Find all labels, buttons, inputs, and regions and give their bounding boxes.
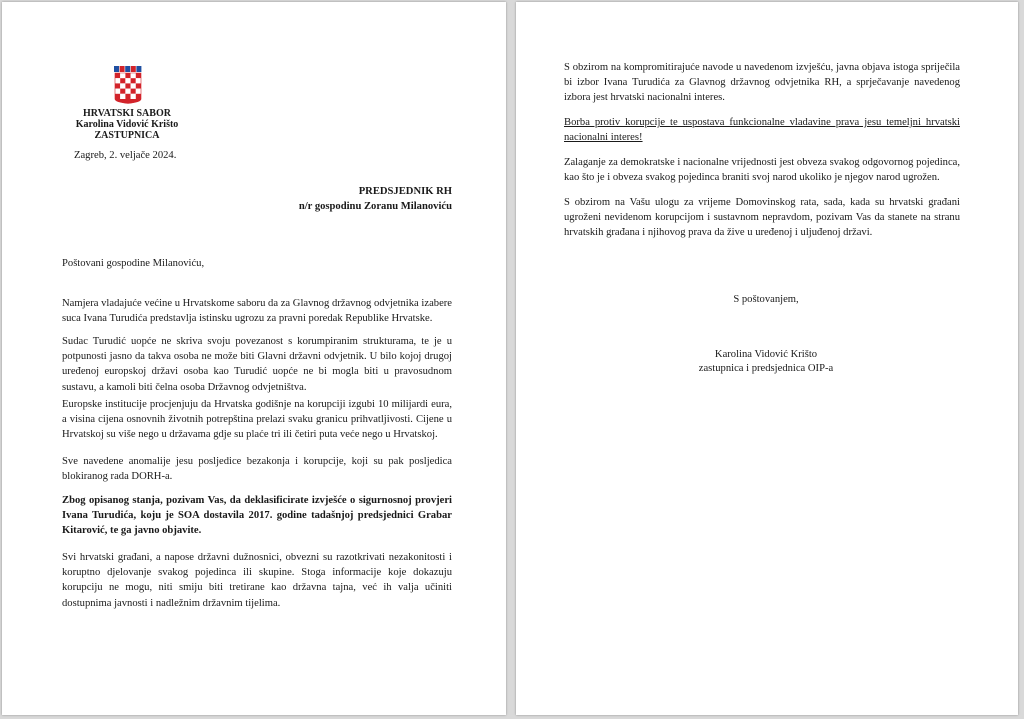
letter-date: Zagreb, 2. veljače 2024. [74,150,177,161]
recipient-title: PREDSJEDNIK RH [358,186,452,197]
header-name: Karolina Vidović Krišto [75,119,179,130]
closing: S poštovanjem, [733,294,799,305]
paragraph-8-underlined: Borba protiv korupcije te uspostava funkcionalne vladavine prava jesu temeljni hrvatski nacionalni interes! [564,117,960,144]
letter-page-1 [2,2,506,715]
paragraph-6: Svi hrvatski građani, a napose državni dužnosnici, obvezni su razotkrivati nezakonitosti i koruptno djelovanje svakog pojedinca ili skupine. Stoga informacije koje dokazuju korupciju ne mogu, niti smiju biti tretirane kao državna tajna, već ih valja učiniti dostupnima javnosti i nadležnim državnim tijelima. [62,552,452,609]
salutation: Poštovani gospodine Milanoviću, [62,258,205,269]
signature-title: zastupnica i predsjednica OIP-a [698,363,834,374]
paragraph-10: S obzirom na Vašu ulogu za vrijeme Domovinskog rata, sada, kada su hrvatski građani ugroženi nevidenom korupcijom i sustavnom nepravdom, pozivam Vas da stanete na stranu hrvatskih građana i njihovog prava da žive u uređenoj i uljuđenoj državi. [564,197,960,239]
recipient-attention: n/r gospodinu Zoranu Milanoviću [298,201,452,212]
paragraph-5-bold: Zbog opisanog stanja, pozivam Vas, da deklasificirate izvješće o sigurnosnoj provjeri Ivana Turudića, koju je SOA dostavila 2017. godine tadašnjoj predsjednici Grabar Kitarović, te ga javno objavite. [62,495,452,537]
paragraph-2: Sudac Turudić uopće ne skriva svoju povezanost s korumpiranim strukturama, te je u potpunosti jasno da takva osoba ne može biti Glavni državni odvjetnik. U bilo kojoj drugoj uređenoj europskoj državi osoba kao Turudić uopće ne bi mogla biti u pravosudnom sustavu, a kamoli biti čelna osoba Državnog odvjetništva. [62,336,452,393]
letter-page-2 [516,2,1018,715]
paragraph-7: S obzirom na kompromitirajuće navode u navedenom izvješću, javna objava istoga spriječila bi izbor Ivana Turudića za Glavnog državnog odvjetnika RH, a sprječavanje navedenog izbora jest hrvatski nacionalni interes. [564,62,960,104]
paragraph-3: Europske institucije procjenjuju da Hrvatska godišnje na korupciji izgubi 10 milijardi eura, a visina cijena osnovnih životnih potrepština prelazi svaku granicu prihvatljivosti. Cijene u Hrvatskoj su više nego u državama gdje su plaće tri ili četiri puta veće nego u Hrvatskoj. [62,399,452,441]
paragraph-9: Zalaganje za demokratske i nacionalne vrijednosti jest obveza svakog odgovornog pojedinca, kao što je i obveza svakog pojedinca braniti svoj narod ukoliko je njegov narod ugrožen. [564,157,960,184]
paragraph-4: Sve navedene anomalije jesu posljedice bezakonja i korupcije, koji su pak posljedica blokiranog rada DORH-a. [62,456,452,483]
header-institution: HRVATSKI SABOR [83,108,171,119]
croatian-coat-of-arms-icon [112,64,144,104]
paragraph-1: Namjera vladajuće većine u Hrvatskome saboru da za Glavnog državnog odvjetnika izabere suca Ivana Turudića predstavlja istinsku ugrozu za pravni poredak Republike Hrvatske. [62,298,452,325]
signature-name: Karolina Vidović Krišto [714,349,818,360]
header-role: ZASTUPNICA [94,130,160,141]
